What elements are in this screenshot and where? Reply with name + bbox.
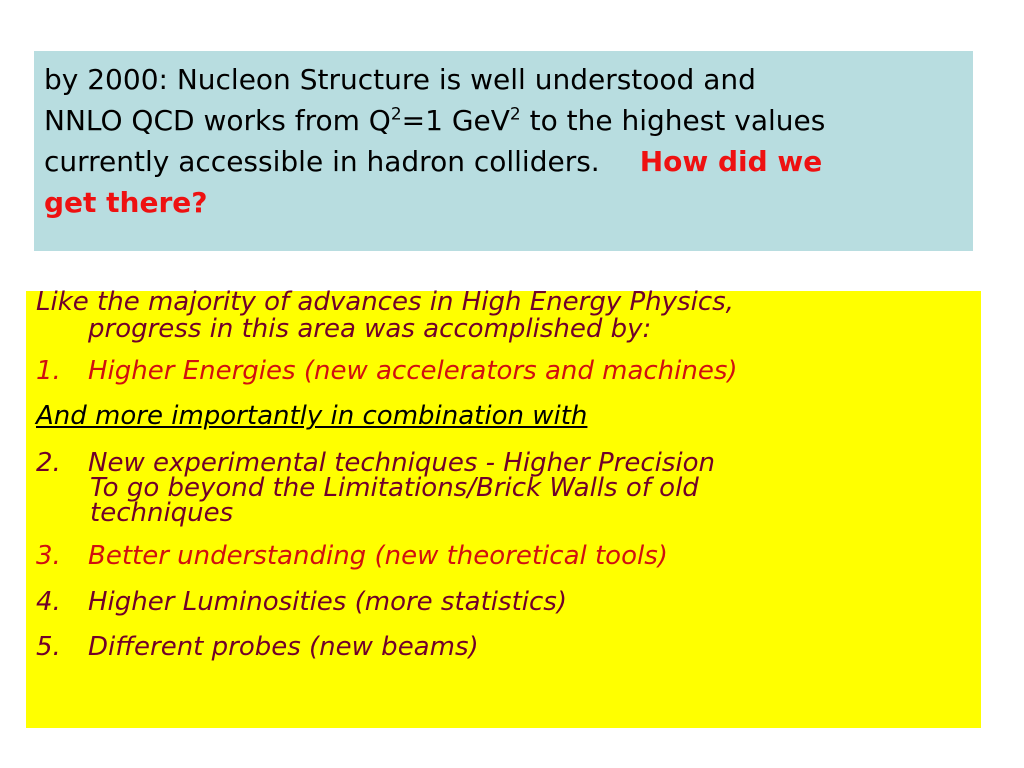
list-item-4-text: Higher Luminosities (more statistics) — [88, 587, 567, 617]
superscript-2: 2 — [509, 104, 521, 125]
list-item-3-number: 3. — [36, 541, 61, 571]
summary-line-3-text: currently accessible in hadron colliders. — [44, 145, 600, 178]
summary-line-2-post: to the highest values — [520, 104, 826, 137]
list-item-2-line-3: techniques — [90, 498, 234, 528]
list-item-3 — [36, 541, 668, 571]
list-item-5-text: Different probes (new beams) — [88, 632, 479, 662]
list-item-1-number: 1. — [36, 356, 61, 386]
summary-line-1: by 2000: Nucleon Structure is well understood and — [44, 63, 756, 96]
list-item-1 — [36, 356, 738, 386]
superscript-1: 2 — [390, 104, 402, 125]
question-part-2: get there? — [44, 186, 208, 219]
list-item-4 — [36, 587, 567, 617]
list-item-3-text: Better understanding (new theoretical tools) — [88, 541, 668, 571]
list-item-2-line-2: To go beyond the Limitations/Brick Walls of old — [90, 473, 699, 503]
question-part-1: How did we — [639, 145, 823, 178]
summary-line-2-mid: =1 GeV — [401, 104, 510, 137]
list-item-5 — [36, 632, 479, 662]
list-item-1-text: Higher Energies (new accelerators and machines) — [88, 356, 738, 386]
combination-heading: And more importantly in combination with — [36, 401, 588, 431]
summary-line-2-pre: NNLO QCD works from Q — [44, 104, 391, 137]
summary-line-2 — [44, 100, 963, 141]
list-item-2-line-1: New experimental techniques - Higher Precision — [88, 448, 716, 478]
summary-line-3 — [44, 141, 963, 182]
list-item-2-number: 2. — [36, 448, 61, 478]
intro-line-1: Like the majority of advances in High Energy Physics, — [36, 287, 734, 317]
list-item-4-number: 4. — [36, 587, 61, 617]
intro-line-2: progress in this area was accomplished by: — [88, 314, 652, 344]
list-item-5-number: 5. — [36, 632, 61, 662]
summary-box — [34, 51, 973, 251]
